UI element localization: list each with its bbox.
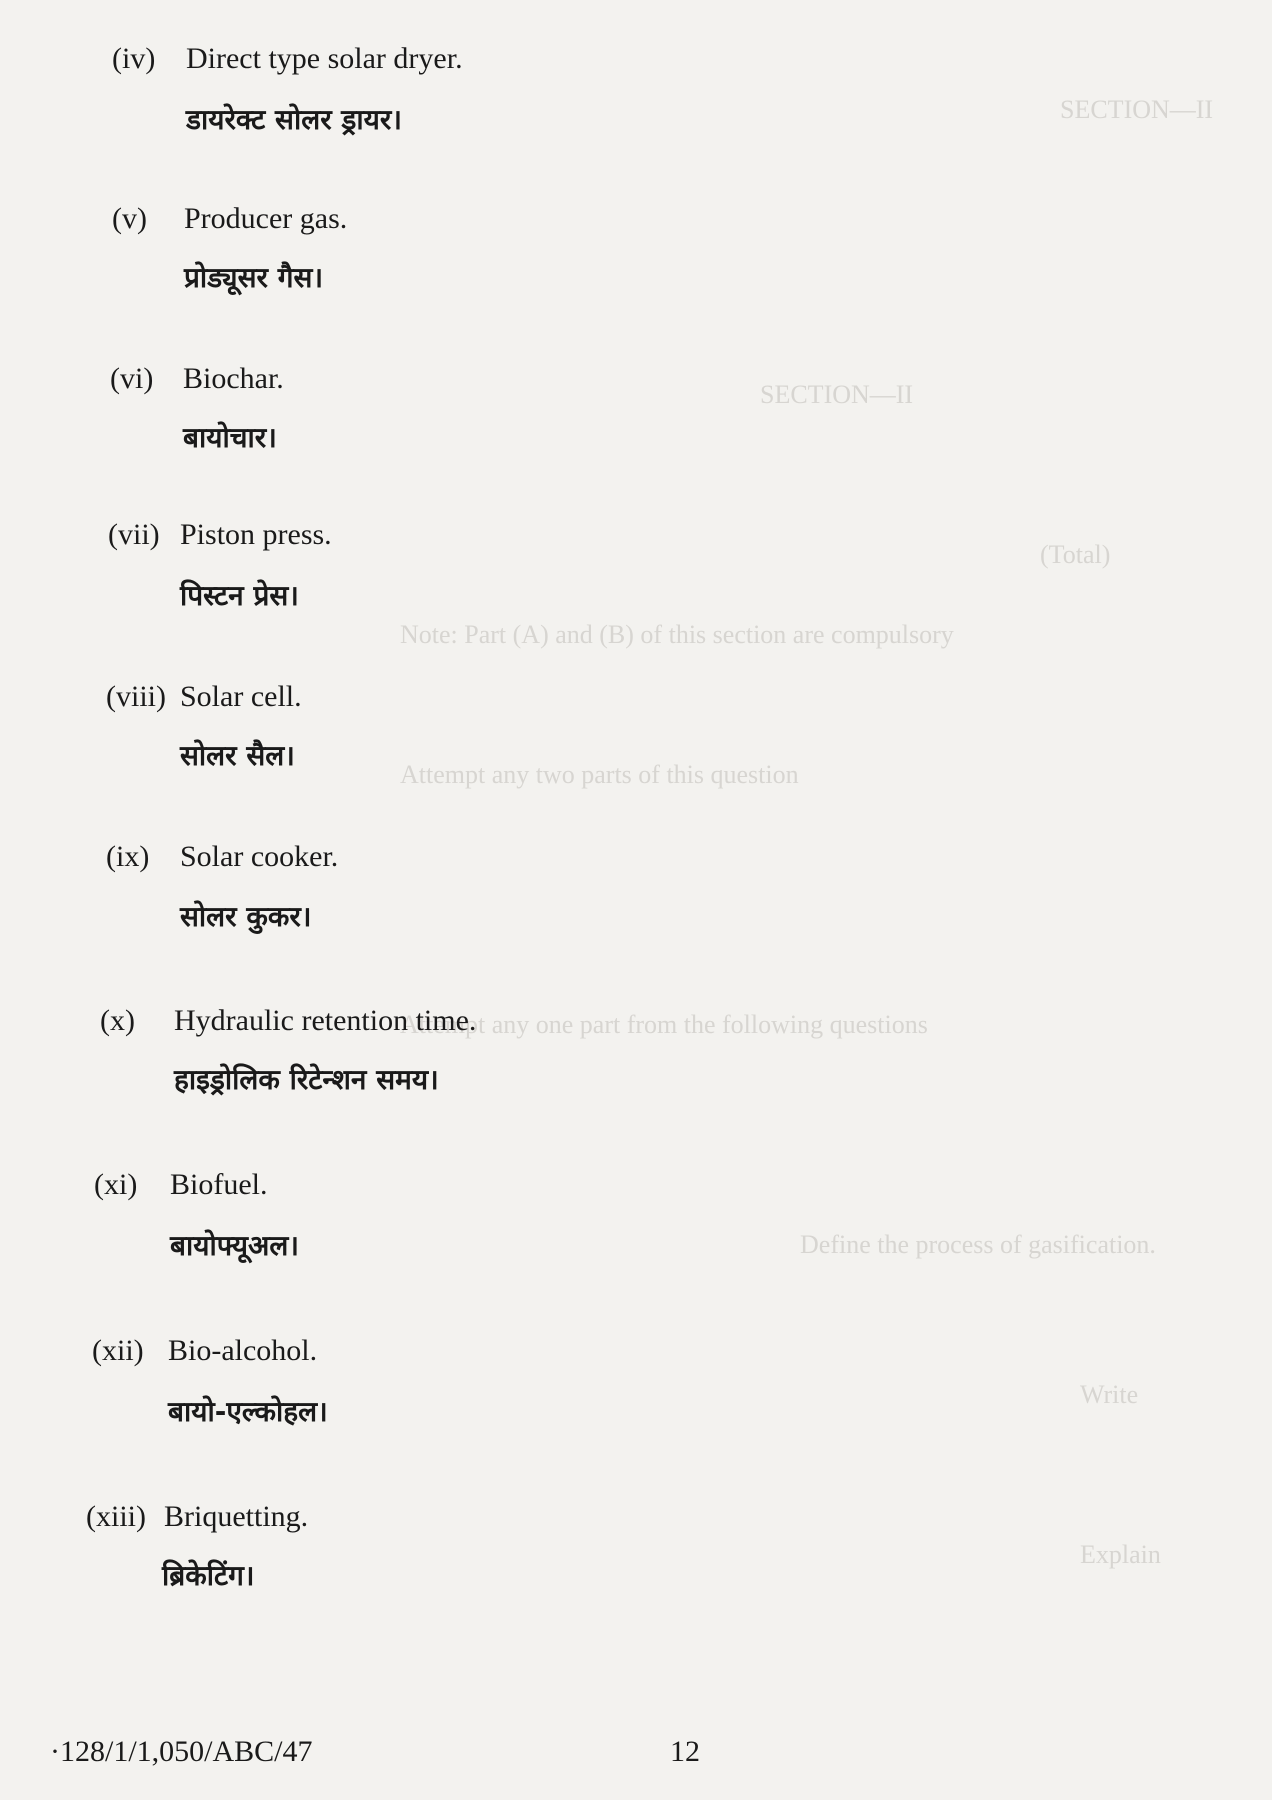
item-english-text: Solar cell.	[180, 680, 302, 713]
list-item	[108, 518, 332, 552]
item-hindi-text: बायोफ्यूअल।	[170, 1229, 300, 1262]
list-item	[110, 362, 284, 396]
item-english-text: Briquetting.	[164, 1500, 309, 1533]
list-item	[106, 680, 302, 714]
item-number: (xi)	[94, 1168, 138, 1201]
item-number: (xii)	[92, 1334, 144, 1367]
item-english-text: Solar cooker.	[180, 840, 339, 873]
item-hindi-text: डायरेक्ट सोलर ड्रायर।	[186, 103, 402, 136]
item-english-text: Bio-alcohol.	[168, 1334, 318, 1367]
item-english-text: Biochar.	[183, 362, 284, 395]
item-number: (viii)	[106, 680, 166, 713]
item-number: (ix)	[106, 840, 150, 873]
list-item	[92, 1334, 317, 1368]
item-number: (v)	[112, 202, 147, 235]
item-number: (vi)	[110, 362, 154, 395]
list-item	[86, 1500, 308, 1534]
item-hindi-text: बायोचार।	[183, 421, 277, 454]
item-hindi-text: हाइड्रोलिक रिटेन्शन समय।	[174, 1063, 439, 1096]
item-english-text: Producer gas.	[184, 202, 348, 235]
item-hindi-text: सोलर कुकर।	[180, 900, 312, 933]
list-item	[112, 42, 463, 76]
item-number: (iv)	[112, 42, 156, 75]
paper-code: ·128/1/1,050/ABC/47	[50, 1735, 313, 1768]
item-hindi-text: बायो-एल्कोहल।	[168, 1395, 328, 1428]
list-item	[106, 840, 338, 874]
item-hindi-text: सोलर सैल।	[180, 739, 295, 772]
item-hindi-text: पिस्टन प्रेस।	[180, 579, 299, 612]
list-item	[100, 1004, 476, 1038]
item-english-text: Biofuel.	[170, 1168, 268, 1201]
item-hindi-text: प्रोड्यूसर गैस।	[184, 261, 324, 294]
list-item	[112, 202, 347, 236]
item-english-text: Piston press.	[180, 518, 332, 551]
item-english-text: Direct type solar dryer.	[186, 42, 463, 75]
item-number: (xiii)	[86, 1500, 146, 1533]
item-number: (x)	[100, 1004, 135, 1037]
item-english-text: Hydraulic retention time.	[174, 1004, 477, 1037]
exam-page: SECTION—II SECTION—II (Total) Note: Part (A) and (B) of this section are compulsory Attempt any two parts of this question Attempt any one part from the following questions Define the process of gasification. Write Explain (iv) Direct type solar dryer. डायरेक्ट सोलर ड्रायर। (v) Producer gas. प्रोड्यूसर गैस। (vi) Biochar. बायोचार। (vii) Piston press. पिस्टन प्रेस। (viii) Solar cell. सोलर सैल। (ix) Solar cooker. सोलर कुकर। (x) Hydraulic retention time. हाइड्रोलिक रिटेन्शन समय। (xi) Biofuel. बायोफ्यूअल। (xii) Bio-alcohol. बायो-एल्कोहल। (xiii) Briquetting. ब्रिकेटिंग। ·128/1/1,050/ABC/47 12	[50, 42, 1214, 1768]
item-hindi-text: ब्रिकेटिंग।	[162, 1559, 255, 1592]
page-number: 12	[670, 1735, 700, 1768]
list-item	[94, 1168, 268, 1202]
item-number: (vii)	[108, 518, 160, 551]
